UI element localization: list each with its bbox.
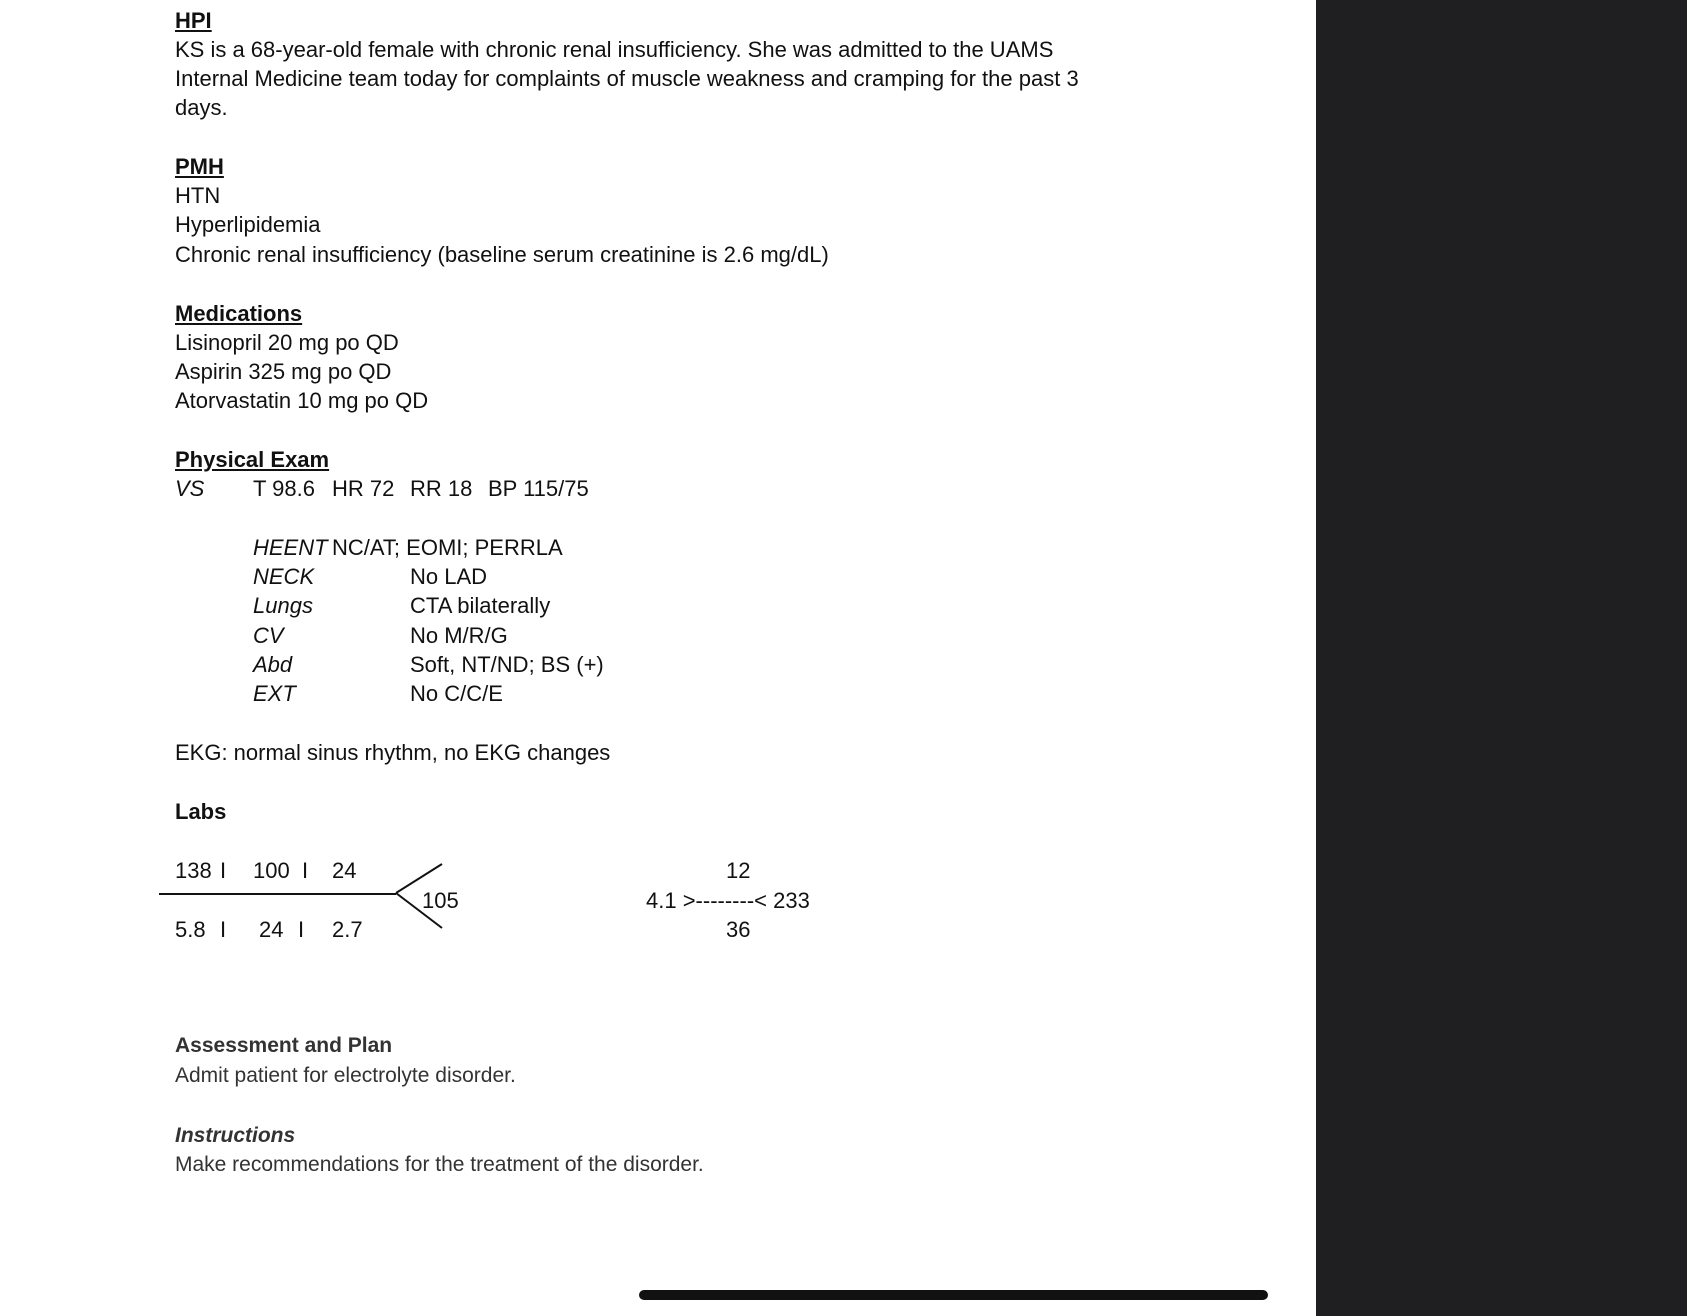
vital-rr: RR 18 <box>410 476 473 501</box>
physical-exam-heading: Physical Exam <box>175 447 330 472</box>
lab-bun: 24 <box>332 858 357 883</box>
pmh-item: Chronic renal insufficiency (baseline serum creatinine is 2.6 mg/dL) <box>175 242 829 267</box>
lab-k: 5.8 <box>175 917 206 942</box>
medication-item: Atorvastatin 10 mg po QD <box>175 388 429 413</box>
dark-side-panel <box>1316 0 1687 1316</box>
lab-glucose: 105 <box>422 888 459 913</box>
pmh-item: HTN <box>175 183 221 208</box>
exam-value-ext: No C/C/E <box>410 681 503 706</box>
exam-value-heent: NC/AT; EOMI; PERRLA <box>332 535 563 560</box>
exam-label-cv: CV <box>253 623 284 648</box>
exam-value-cv: No M/R/G <box>410 623 508 648</box>
lab-separator: I <box>220 917 227 942</box>
vital-bp: BP 115/75 <box>488 476 589 501</box>
assessment-text: Admit patient for electrolyte disorder. <box>175 1064 516 1087</box>
exam-value-neck: No LAD <box>410 564 488 589</box>
medications-heading: Medications <box>175 301 303 326</box>
exam-value-abd: Soft, NT/ND; BS (+) <box>410 652 604 677</box>
lab-cr: 2.7 <box>332 917 363 942</box>
labs-heading: Labs <box>175 799 227 824</box>
exam-label-ext: EXT <box>253 681 296 706</box>
pmh-item: Hyperlipidemia <box>175 212 321 237</box>
exam-label-neck: NECK <box>253 564 315 589</box>
instructions-heading: Instructions <box>175 1124 296 1147</box>
hpi-line: Internal Medicine team today for complaints of muscle weakness and cramping for the past 3 <box>175 66 1079 91</box>
hpi-line: KS is a 68-year-old female with chronic renal insufficiency. She was admitted to the UAMS <box>175 37 1054 62</box>
instructions-text: Make recommendations for the treatment of the disorder. <box>175 1153 704 1176</box>
lab-separator: I <box>302 858 309 883</box>
vs-label: VS <box>175 476 205 501</box>
vital-hr: HR 72 <box>332 476 395 501</box>
lab-wbc-plt-line: 4.1 >--------< 233 <box>646 888 810 913</box>
ekg-line: EKG: normal sinus rhythm, no EKG changes <box>175 740 611 765</box>
vital-temp: T 98.6 <box>253 476 315 501</box>
lab-hct: 36 <box>726 917 751 942</box>
home-indicator-bar[interactable] <box>639 1290 1268 1300</box>
lab-cl: 100 <box>253 858 290 883</box>
exam-label-abd: Abd <box>253 652 293 677</box>
hpi-line: days. <box>175 95 228 120</box>
medication-item: Aspirin 325 mg po QD <box>175 359 392 384</box>
exam-value-lungs: CTA bilaterally <box>410 593 551 618</box>
assessment-heading: Assessment and Plan <box>175 1034 393 1057</box>
lab-co2: 24 <box>259 917 284 942</box>
lab-separator: I <box>220 858 227 883</box>
pmh-heading: PMH <box>175 154 224 179</box>
lab-separator: I <box>298 917 305 942</box>
medication-item: Lisinopril 20 mg po QD <box>175 330 399 355</box>
hpi-heading: HPI <box>175 8 212 33</box>
lab-na: 138 <box>175 858 212 883</box>
lab-hgb: 12 <box>726 858 751 883</box>
exam-label-heent: HEENT <box>253 535 328 560</box>
bmp-horizontal-line <box>159 893 396 895</box>
exam-label-lungs: Lungs <box>253 593 313 618</box>
